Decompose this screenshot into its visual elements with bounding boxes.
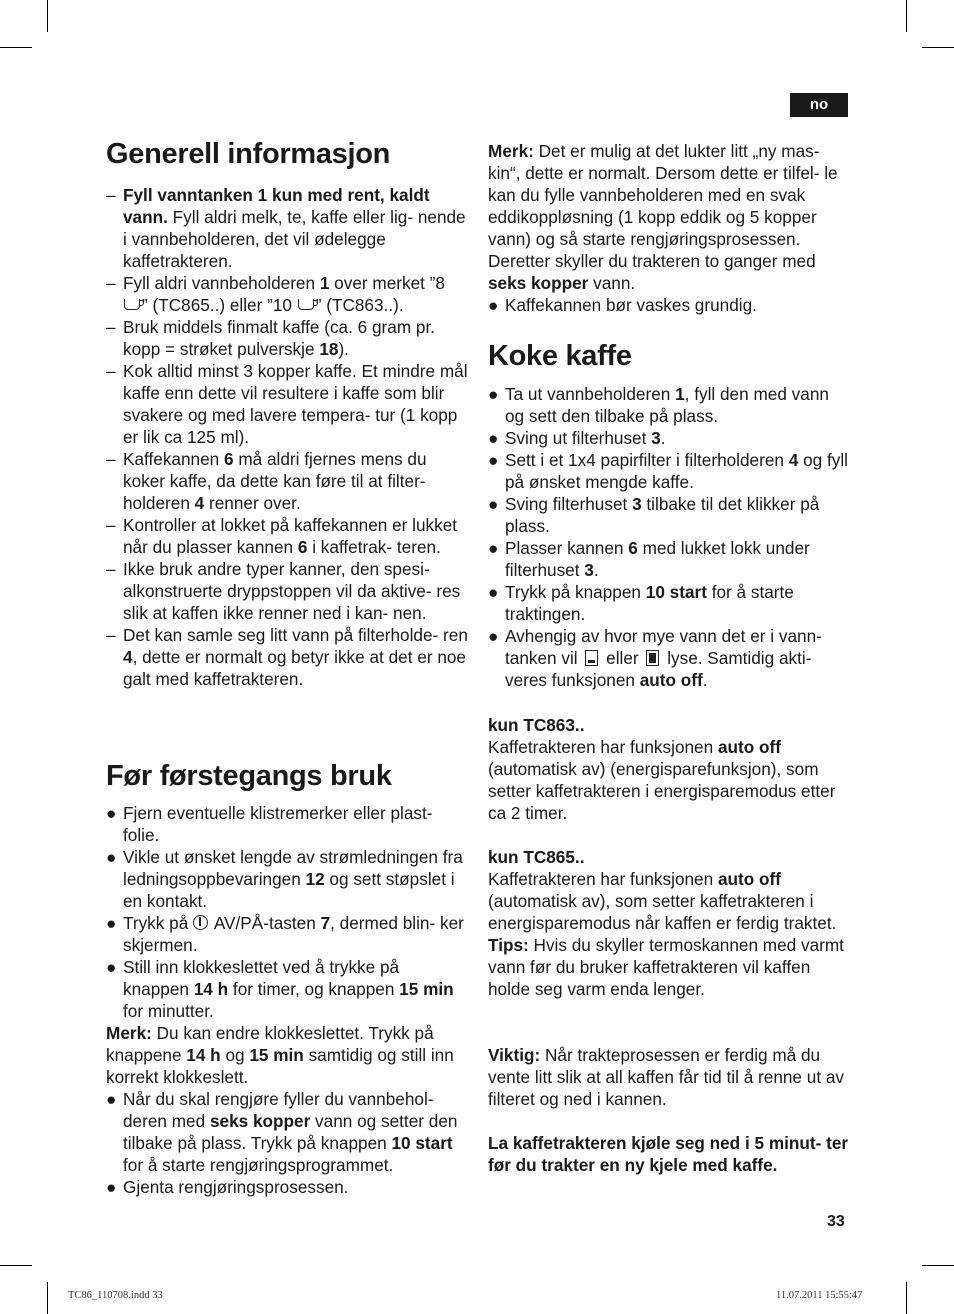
slug-file: TC86_110708.indd 33 bbox=[68, 1290, 163, 1301]
list-item: ● Fjern eventuelle klistremerker eller plast- folie. bbox=[106, 803, 433, 845]
crop-mark bbox=[922, 1265, 954, 1266]
list-item: ● Sving ut filterhuset 3. bbox=[488, 428, 666, 448]
crop-mark bbox=[922, 47, 954, 48]
list-item: ● Trykk på knappen 10 start for å starte traktingen. bbox=[488, 582, 794, 624]
cup-icon bbox=[298, 299, 314, 310]
crop-mark bbox=[47, 0, 48, 32]
note-block bbox=[488, 140, 850, 316]
model-heading: kun TC865.. bbox=[488, 847, 585, 867]
list-item: – Kontroller at lokket på kaffekannen er lukket når du plasser kannen 6 i kaffetrak- teren. bbox=[106, 515, 458, 557]
list-item: – Ikke bruk andre typer kanner, den spesi- alkonstruerte dryppstoppen vil da aktive- res slik at kaffen ikke renner ned i kan- nen. bbox=[106, 559, 461, 623]
crop-mark bbox=[906, 0, 907, 32]
list-item: ● Kaffekannen bør vaskes grundig. bbox=[488, 295, 757, 315]
model-heading: kun TC863.. bbox=[488, 715, 585, 735]
list-item: ● Når du skal rengjøre fyller du vannbehol- deren med seks kopper vann og setter den tilbake på plass. Trykk på knappen 10 start for å starte rengjøringsprogrammet. bbox=[106, 1089, 458, 1175]
page-number: 33 bbox=[827, 1213, 845, 1230]
list-item: ● Still inn klokkeslettet ved å trykke på knappen 14 h for timer, og knappen 15 min for minutter. bbox=[106, 957, 454, 1021]
section-title-general: Generell informasjon bbox=[106, 138, 391, 170]
crop-mark bbox=[0, 47, 32, 48]
list-item: ● Avhengig av hvor mye vann det er i vann- tanken vil eller lyse. Samtidig akti- veres funksjonen auto off. bbox=[488, 626, 822, 690]
slug-timestamp: 11.07.2011 15:55:47 bbox=[776, 1290, 863, 1301]
list-item: – Kok alltid minst 3 kopper kaffe. Et mindre mål kaffe enn dette vil resultere i kaffe som blir svakere og med lavere tempera- tur (1 kopp er lik ca 125 ml). bbox=[106, 361, 468, 447]
list-item: ● Ta ut vannbeholderen 1, fyll den med vann og sett den tilbake på plass. bbox=[488, 384, 829, 426]
list-item: ● Vikle ut ønsket lengde av strømledningen fra ledningsoppbevaringen 12 og sett støpslet i en kontakt. bbox=[106, 847, 463, 911]
list-item: ● Trykk på AV/PÅ-tasten 7, dermed blin- ker skjermen. bbox=[106, 913, 464, 955]
section-title-first-use: Før førstegangs bruk bbox=[106, 760, 392, 792]
model-paragraph: Kaffetrakteren har funksjonen auto off (automatisk av) (energisparefunksjon), som setter kaffetrakteren i energisparemodus etter ca 2 timer. bbox=[488, 737, 836, 823]
brew-list bbox=[488, 383, 850, 691]
list-item: ● Gjenta rengjøringsprosessen. bbox=[106, 1177, 349, 1197]
tc863-block bbox=[488, 714, 850, 824]
list-item: ● Plasser kannen 6 med lukket lokk under filterhuset 3. bbox=[488, 538, 810, 580]
jug-full-icon bbox=[646, 650, 659, 666]
list-item: – Kaffekannen 6 må aldri fjernes mens du koker kaffe, da dette kan føre til at filter- holderen 4 renner over. bbox=[106, 449, 427, 513]
list-item: ● Sett i et 1x4 papirfilter i filterholderen 4 og fyll på ønsket mengde kaffe. bbox=[488, 450, 848, 492]
tips-paragraph: Tips: Hvis du skyller termoskannen med varmt vann før du bruker kaffetrakteren vil kaffen holde seg varm enda lenger. bbox=[488, 935, 844, 999]
jug-low-icon bbox=[585, 650, 598, 666]
crop-mark bbox=[0, 1265, 32, 1266]
list-item: – Fyll aldri vannbeholderen 1 over merket ”8 ” (TC865..) eller ”10 ” (TC863..). bbox=[106, 273, 445, 315]
list-item: – Bruk middels finmalt kaffe (ca. 6 gram pr. kopp = strøket pulverskje 18). bbox=[106, 317, 436, 359]
first-use-list bbox=[106, 802, 468, 1198]
warning-paragraph: La kaffetrakteren kjøle seg ned i 5 minut- ter før du trakter en ny kjele med kaffe. bbox=[488, 1133, 849, 1175]
tc865-block bbox=[488, 846, 850, 1000]
model-paragraph: Kaffetrakteren har funksjonen auto off (automatisk av), som setter kaffetrakteren i energisparemodus når kaffen er ferdig traktet. bbox=[488, 869, 837, 933]
important-paragraph: Viktig: Når trakteprosessen er ferdig må du vente litt slik at all kaffen får tid til å renne ut av filteret og ned i kannen. bbox=[488, 1045, 845, 1109]
section-title-brew: Koke kaffe bbox=[488, 340, 632, 372]
list-item: – Det kan samle seg litt vann på filterholde- ren 4, dette er normalt og betyr ikke at det er noe galt med kaffetrakteren. bbox=[106, 625, 468, 689]
general-list bbox=[106, 184, 468, 690]
note-paragraph: Merk: Du kan endre klokkeslettet. Trykk på knappene 14 h og 15 min samtidig og still inn korrekt klokkeslett. bbox=[106, 1023, 454, 1087]
crop-mark bbox=[47, 1282, 48, 1314]
list-item: – Fyll vanntanken 1 kun med rent, kaldt vann. Fyll aldri melk, te, kaffe eller lig- nende i vannbeholderen, det vil ødelegge kaffetrakteren. bbox=[106, 185, 466, 271]
power-icon bbox=[193, 915, 208, 930]
crop-mark bbox=[906, 1282, 907, 1314]
language-tab: no bbox=[790, 93, 848, 117]
list-item: ● Sving filterhuset 3 tilbake til det klikker på plass. bbox=[488, 494, 820, 536]
cup-icon bbox=[124, 299, 140, 310]
note-paragraph: Merk: Det er mulig at det lukter litt „ny mas- kin“, dette er normalt. Dersom dette er tilfel- le kan du fylle vannbeholderen med en svak eddikoppløsning (1 kopp eddik og 5 kopper vann) og så starte rengjøringsprosessen. Deretter skyller du trakteren to ganger med seks kopper vann. bbox=[488, 141, 838, 293]
